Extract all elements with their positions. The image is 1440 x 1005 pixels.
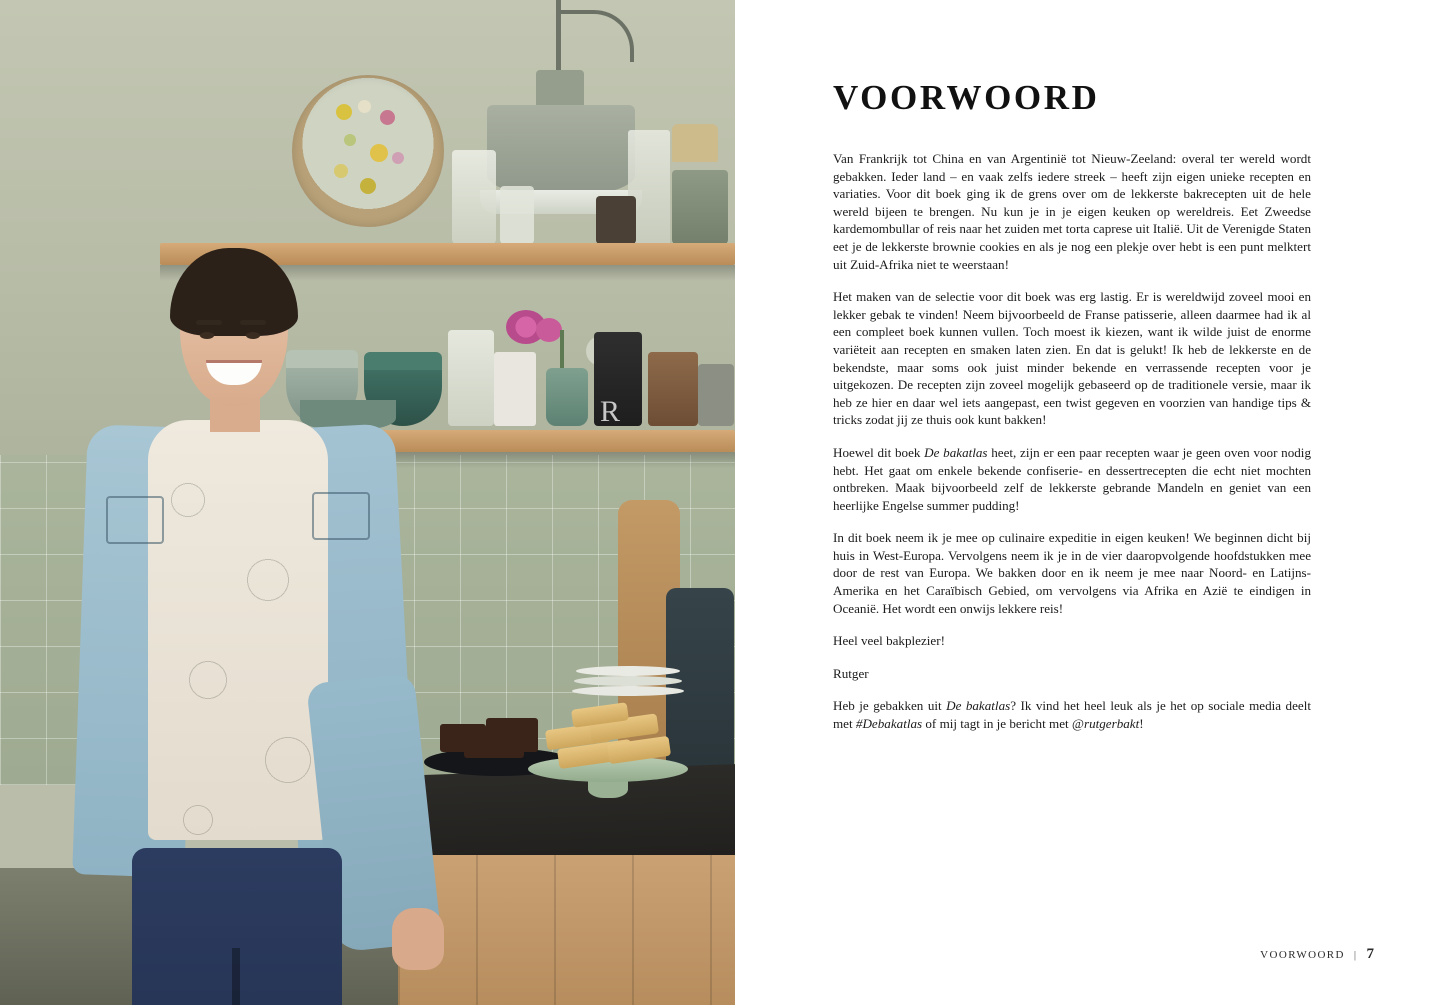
shirt-pocket-right [312, 492, 370, 540]
hand [392, 908, 444, 970]
canister-letter: R [600, 395, 621, 428]
social-part-1: Heb je gebakken uit [833, 698, 947, 714]
grey-pot [698, 364, 734, 426]
wooden-box [672, 124, 718, 162]
eyebrow-left [196, 320, 222, 325]
folio-separator: | [1353, 948, 1358, 961]
paper-packet [494, 352, 536, 426]
copper-pot [648, 352, 698, 426]
pendant-lamp-icon [487, 105, 635, 197]
foreword-paragraph-4: In dit boek neem ik je mee op culinaire expeditie in eigen keuken! We beginnen dicht bij huis in West-Europa. Vervolgens neem ik je in de vier daaropvolgende hoofdstukken mee door de rest van Europa. We bakken door en ik neem je mee naar Noord- en Latijns-Amerika en het Caraïbisch Gebied, om vervolgens via Afrika en Azië te eindigen in Oceanië. Het wordt een onwijs lekkere reis! [833, 530, 1311, 616]
foreword-paragraph-1: Van Frankrijk tot China en van Argentinië tot Nieuw-Zeeland: overal ter wereld wordt gebakken. Ieder land – en vaak zelfs iedere streek – heeft zijn eigen unieke recepten en variaties. Voor dit boek ging ik de grens over om de lekkerste bakrecepten uit de hele wereld bijeen te brengen. Nu kun je in je eigen keuken op wereldreis. Eet Zweedse kardemombullar of reis naar het zuiden met torta caprese uit Italië. Uit de Verenigde Staten eet je de lekkerste brownie cookies en als je nog een plekje over hebt is een punt melktert uit Zuid-Afrika niet te weerstaan! [833, 151, 1311, 272]
foreword-column [833, 78, 1311, 748]
social-part-2: ? Ik vind het heel leuk als je het op sociale media deelt met [833, 698, 1311, 732]
plate-stack [572, 686, 684, 696]
social-part-3: of mij tagt in je bericht met [922, 716, 1072, 732]
lamp-top [536, 70, 584, 110]
green-vase [546, 368, 588, 426]
book-title-italic: De bakatlas [924, 444, 988, 460]
eye-right [246, 332, 260, 339]
jeans-seam [232, 948, 240, 1005]
page-number: 7 [1366, 946, 1374, 962]
foreword-paragraph-3 [833, 444, 1311, 514]
dried-flowers [330, 100, 416, 210]
plate-stack [574, 676, 682, 686]
folio-label: VOORWOORD [1260, 948, 1345, 961]
shirt-pocket-left [106, 496, 164, 544]
hair [170, 248, 298, 336]
social-part-4: ! [1139, 716, 1144, 732]
t-shirt-pattern [148, 420, 328, 840]
hashtag-italic: #Debakatlas [855, 716, 923, 732]
foreword-paragraph-2: Het maken van de selectie voor dit boek was erg lastig. Er is wereldwijd zoveel mooi en lekker gebak te vinden! Neem bijvoorbeeld de Franse patisserie, alleen daarmee had ik al een compleet boek kunnen vullen. Toch moest ik kiezen, want ik wilde juist de enorme variëteit aan recepten en smaken laten zien. En dat is gelukt! Ik heb de lekkerste en de bekendste, maar soms ook juist minder bekende en verrassende recepten voor je uitgekozen. De recepten zijn zoveel mogelijk gebaseerd op de traditionele versie, maar ik heb ze hier en daar wel iets aangepast, een twist gegeven en voorzien van handige tips & tricks zodat jij ze thuis ook kunt bakken! [833, 289, 1311, 428]
page-title: VOORWOORD [833, 78, 1100, 117]
green-container [672, 170, 728, 244]
page-folio [1260, 946, 1374, 963]
foreword-social-note [833, 697, 1311, 732]
handle-italic: @rutgerbakt [1071, 716, 1140, 732]
kitchen-cabinets [398, 855, 735, 1005]
pink-flower-small [536, 318, 562, 342]
glass-canister [448, 330, 494, 426]
person-portrait [20, 248, 420, 1005]
para3-after: heet, zijn er een paar recepten waar je geen oven voor nodig hebt. Het gaat om enkele bekende confiserie- en dessertrecepten die echt niet mochten ontbreken. Maak bijvoorbeeld zelf de lekkerste gebrande Mandeln en geniet van een heerlijke Engelse summer pudding! [833, 444, 1311, 513]
foreword-signature: Rutger [833, 665, 869, 681]
book-title-italic-2: De bakatlas [946, 698, 1011, 714]
eye-left [200, 332, 214, 339]
brownie-piece [464, 736, 524, 758]
foreword-closing-line: Heel veel bakplezier! [833, 633, 945, 649]
plate-stack [576, 666, 680, 676]
glass-jar [452, 150, 496, 245]
eyebrow-right [240, 320, 266, 325]
dark-jar [596, 196, 636, 244]
para3-before: Hoewel dit boek [833, 444, 925, 460]
glass-tumbler [500, 186, 534, 244]
right-page-text [735, 0, 1440, 1005]
